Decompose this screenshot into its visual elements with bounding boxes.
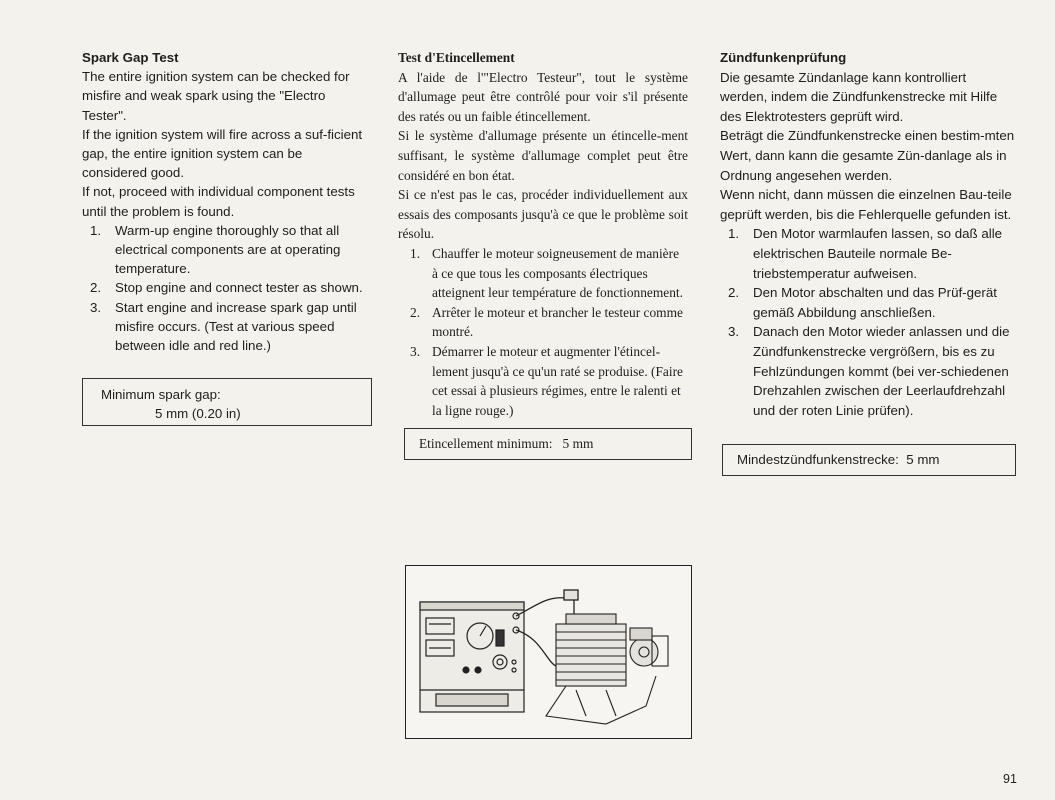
german-spec-box bbox=[722, 444, 1016, 476]
french-paragraph: A l'aide de l'"Electro Testeur", tout le système d'allumage peut être contrôlé pour voir s'il présente des ratés ou un faible étincellement. bbox=[398, 69, 688, 124]
step-number: 1. bbox=[90, 222, 102, 238]
french-spec-box bbox=[404, 428, 692, 460]
german-paragraph: Beträgt die Zündfunkenstrecke einen bestim-mten Wert, dann kann die gesamte Zün-danlage als in Ordnung angesehen werden. bbox=[720, 128, 1015, 183]
spec-value: 5 mm (0.20 in) bbox=[155, 406, 241, 421]
step-text: Warm-up engine thoroughly so that all electrical components are at operating temperature. bbox=[115, 222, 341, 277]
spec-text: Mindestzündfunkenstrecke: 5 mm bbox=[737, 452, 940, 467]
english-heading: Spark Gap Test bbox=[82, 50, 179, 65]
step-text: Chauffer le moteur soigneusement de manière à ce que tous les composants électriques atteignent leur température de fonctionnement. bbox=[432, 245, 683, 301]
german-column bbox=[720, 48, 1016, 420]
english-paragraph: The entire ignition system can be checked for misfire and weak spark using the "Electro Tester". bbox=[82, 69, 350, 123]
step-number: 2. bbox=[410, 304, 421, 320]
list-item bbox=[398, 342, 688, 420]
step-text: Den Motor warmlaufen lassen, so daß alle elektrischen Bauteile normale Be-triebstemperatur aufweisen. bbox=[753, 226, 1003, 281]
step-text: Start engine and increase spark gap until misfire occurs. (Test at various speed between idle and red line.) bbox=[115, 299, 357, 354]
page-number: 91 bbox=[1003, 772, 1017, 786]
english-paragraph: If not, proceed with individual component tests until the problem is found. bbox=[82, 184, 355, 219]
french-paragraph: Si ce n'est pas le cas, procéder individuellement aux essais des composants jusqu'à ce que le problème soit résolu. bbox=[398, 187, 688, 242]
list-item bbox=[82, 298, 370, 356]
list-item bbox=[720, 224, 1016, 283]
english-steps bbox=[82, 221, 370, 355]
step-text: Arrêter le moteur et brancher le testeur comme montré. bbox=[432, 304, 683, 340]
english-spec-box bbox=[82, 378, 372, 426]
list-item bbox=[398, 303, 688, 342]
step-number: 1. bbox=[728, 226, 740, 242]
tester-engine-illustration bbox=[405, 565, 692, 739]
step-number: 1. bbox=[410, 245, 421, 261]
french-column bbox=[398, 48, 688, 420]
english-column bbox=[82, 48, 370, 355]
step-text: Den Motor abschalten und das Prüf-gerät gemäß Abbildung anschließen. bbox=[753, 285, 997, 320]
list-item bbox=[720, 283, 1016, 322]
spec-text: Etincellement minimum: 5 mm bbox=[419, 436, 594, 451]
german-steps bbox=[720, 224, 1016, 420]
list-item bbox=[720, 322, 1016, 420]
step-text: Danach den Motor wieder anlassen und die Zündfunkenstrecke vergrößern, bis es zu Fehlzündungen kommt (bei ver-schiedenen Drehzahlen zwischen der Leerlaufdrehzahl und der roten Linie prüfen). bbox=[753, 324, 1010, 418]
german-heading: Zündfunkenprüfung bbox=[720, 50, 847, 65]
step-number: 3. bbox=[728, 324, 740, 340]
engine-icon bbox=[546, 614, 668, 724]
list-item bbox=[398, 244, 688, 303]
step-text: Stop engine and connect tester as shown. bbox=[115, 280, 363, 296]
electro-tester-icon bbox=[420, 602, 524, 712]
step-number: 3. bbox=[90, 299, 102, 315]
spec-label: Minimum spark gap: bbox=[101, 387, 221, 402]
illustration-drawing bbox=[406, 566, 691, 738]
step-number: 2. bbox=[90, 280, 102, 296]
step-text: Démarrer le moteur et augmenter l'étincel-lement jusqu'à ce qu'un raté se produise. (Faire cet essai à plusieurs régimes, entre le ralenti et la ligne rouge.) bbox=[432, 343, 683, 418]
german-paragraph: Die gesamte Zündanlage kann kontrolliert werden, indem die Zündfunkenstrecke mit Hilfe des Elektrotesters geprüft wird. bbox=[720, 69, 998, 124]
french-steps bbox=[398, 244, 688, 420]
list-item bbox=[82, 278, 370, 297]
step-number: 2. bbox=[728, 285, 740, 301]
french-heading: Test d'Etincellement bbox=[398, 50, 515, 65]
english-paragraph: If the ignition system will fire across a suf-ficient gap, the entire ignition system can be considered good. bbox=[82, 126, 363, 181]
list-item bbox=[82, 221, 370, 279]
step-number: 3. bbox=[410, 343, 421, 359]
french-paragraph: Si le système d'allumage présente un étincelle-ment suffisant, le système d'allumage complet peut être considéré en bon état. bbox=[398, 128, 688, 183]
german-paragraph: Wenn nicht, dann müssen die einzelnen Bau-teile geprüft werden, bis die Fehlerquelle gefunden ist. bbox=[720, 187, 1012, 222]
